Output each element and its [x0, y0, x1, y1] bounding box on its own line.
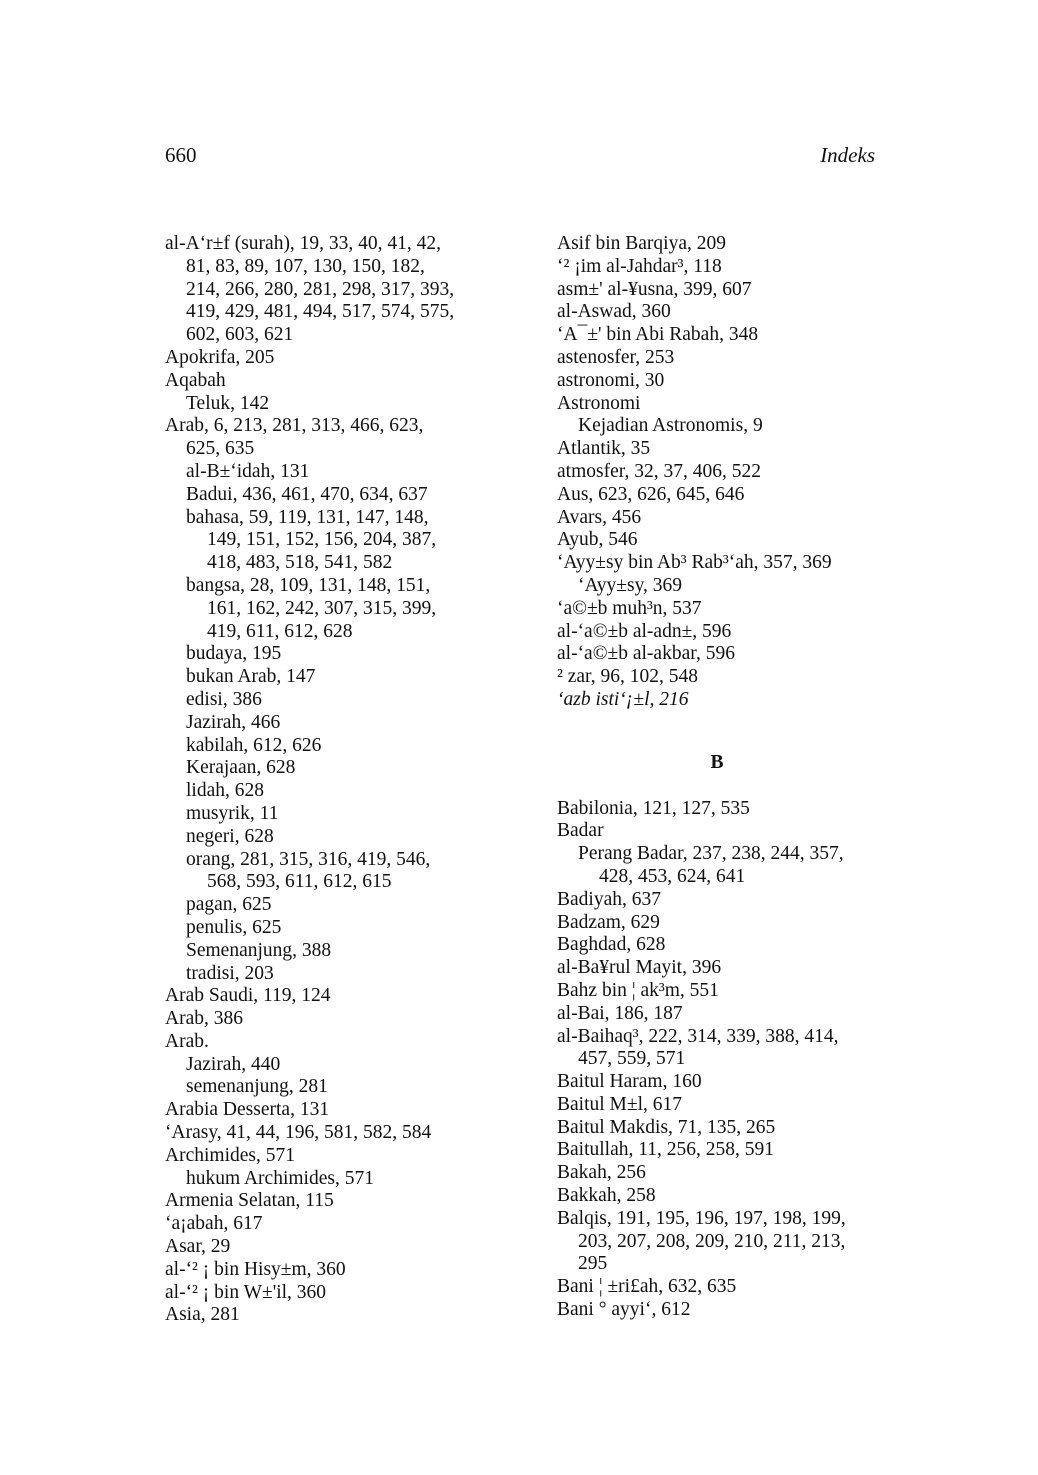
index-entry: Ayub, 546 [557, 529, 638, 551]
index-entry: ‘a©±b muh³n, 537 [557, 597, 702, 619]
index-entry: Badzam, 629 [557, 911, 660, 933]
index-entry: Baitul M±l, 617 [557, 1093, 682, 1115]
index-column-left [165, 233, 525, 1327]
index-entry: al-A‘r±f (surah), 19, 33, 40, 41, 42, [165, 233, 442, 254]
index-entry: ‘² ¡im al-Jahdar³, 118 [557, 255, 722, 277]
index-entry: Badar [557, 820, 604, 842]
index-entry: Avars, 456 [557, 506, 642, 528]
index-subentry: Semenanjung, 388 [186, 939, 332, 961]
index-entry: ‘Arasy, 41, 44, 196, 581, 582, 584 [165, 1122, 432, 1144]
index-subentry: 568, 593, 611, 612, 615 [207, 871, 392, 893]
page-header [165, 143, 875, 175]
index-subentry: hukum Archimides, 571 [186, 1167, 374, 1189]
index-subentry: 418, 483, 518, 541, 582 [207, 552, 393, 574]
index-subentry: orang, 281, 315, 316, 419, 546, [186, 848, 431, 870]
index-subentry: Jazirah, 466 [186, 711, 281, 733]
index-entry: Baitul Makdis, 71, 135, 265 [557, 1116, 776, 1138]
index-entry: Arabia Desserta, 131 [165, 1099, 330, 1121]
index-entry: al-Bai, 186, 187 [557, 1002, 683, 1024]
index-subentry: musyrik, 11 [186, 802, 279, 824]
index-entry: al-‘a©±b al-akbar, 596 [557, 643, 735, 665]
section-letter-heading: B [710, 751, 724, 773]
index-entry: Arab. [165, 1030, 209, 1052]
index-entry: Armenia Selatan, 115 [165, 1190, 334, 1212]
index-entry: Asar, 29 [165, 1236, 231, 1258]
index-entry: Astronomi [557, 392, 641, 414]
index-subentry: 457, 559, 571 [578, 1048, 686, 1070]
index-entry: Asia, 281 [165, 1304, 240, 1326]
index-entry: Bakah, 256 [557, 1162, 646, 1184]
index-subentry: semenanjung, 281 [186, 1076, 328, 1098]
index-entry: Babilonia, 121, 127, 535 [557, 797, 750, 819]
index-entry: atmosfer, 32, 37, 406, 522 [557, 460, 761, 482]
page-number: 660 [165, 143, 197, 167]
index-group-a-continued [557, 233, 897, 712]
index-entry: asm±' al-¥usna, 399, 607 [557, 278, 752, 300]
index-entry: ² zar, 96, 102, 548 [557, 666, 698, 688]
index-entry: al-‘² ¡ bin W±'il, 360 [165, 1281, 327, 1303]
index-subentry: 295 [578, 1253, 608, 1275]
index-entry: al-Ba¥rul Mayit, 396 [557, 957, 722, 979]
index-subentry: Kejadian Astronomis, 9 [578, 415, 763, 437]
index-subentry: pagan, 625 [186, 894, 272, 916]
index-entry: ‘Ayy±sy bin Ab³ Rab³‘ah, 357, 369 [557, 552, 832, 574]
index-subentry: 214, 266, 280, 281, 298, 317, 393, [186, 278, 455, 300]
index-subentry: 161, 162, 242, 307, 315, 399, [207, 597, 437, 619]
index-entry: al-Aswad, 360 [557, 301, 671, 323]
index-subentry: 419, 611, 612, 628 [207, 620, 353, 642]
index-subentry: Teluk, 142 [186, 392, 270, 414]
index-entry: ‘azb isti‘¡±l, 216 [557, 688, 689, 710]
index-entry: Baitullah, 11, 256, 258, 591 [557, 1139, 775, 1161]
index-subentry: negeri, 628 [186, 825, 274, 847]
index-subentry: penulis, 625 [186, 916, 282, 938]
index-entry: ‘a¡abah, 617 [165, 1213, 263, 1235]
index-entry: Bani ¦ ±ri£ah, 632, 635 [557, 1276, 737, 1298]
index-entry: astenosfer, 253 [557, 346, 675, 368]
index-subentry: 149, 151, 152, 156, 204, 387, [207, 529, 437, 551]
index-entry: Baitul Haram, 160 [557, 1071, 702, 1093]
running-title: Indeks [820, 143, 875, 167]
index-entry: Asif bin Barqiya, 209 [557, 233, 726, 254]
index-entry: Bakkah, 258 [557, 1185, 656, 1207]
index-entry: Arab, 6, 213, 281, 313, 466, 623, [165, 415, 424, 437]
index-subentry: 203, 207, 208, 209, 210, 211, 213, [578, 1230, 846, 1252]
index-entry: al-‘² ¡ bin Hisy±m, 360 [165, 1258, 346, 1280]
index-entry: Balqis, 191, 195, 196, 197, 198, 199, [557, 1207, 846, 1229]
index-entry: astronomi, 30 [557, 369, 665, 391]
index-entry: Aus, 623, 626, 645, 646 [557, 483, 745, 505]
index-entry: al-Baihaq³, 222, 314, 339, 388, 414, [557, 1025, 839, 1047]
index-subentry: bahasa, 59, 119, 131, 147, 148, [186, 506, 429, 528]
index-column-right [557, 233, 897, 1322]
index-subentry: Badui, 436, 461, 470, 634, 637 [186, 483, 428, 505]
index-entry: al-‘a©±b al-adn±, 596 [557, 620, 732, 642]
index-subentry: budaya, 195 [186, 643, 282, 665]
index-subentry: al-B±‘idah, 131 [186, 460, 310, 482]
index-group-b [557, 798, 897, 1322]
index-subentry: 419, 429, 481, 494, 517, 574, 575, [186, 301, 455, 323]
index-subentry: 428, 453, 624, 641 [599, 865, 746, 887]
index-entry: Arab, 386 [165, 1008, 243, 1030]
index-subentry: 602, 603, 621 [186, 324, 294, 346]
index-subentry: 81, 83, 89, 107, 130, 150, 182, [186, 255, 425, 277]
index-subentry: 625, 635 [186, 438, 255, 460]
index-subentry: edisi, 386 [186, 688, 262, 710]
index-subentry: Perang Badar, 237, 238, 244, 357, [578, 843, 844, 865]
index-entry: Baghdad, 628 [557, 934, 666, 956]
index-entry: Badiyah, 637 [557, 888, 661, 910]
index-entry: ‘A¯±' bin Abi Rabah, 348 [557, 324, 759, 346]
index-entry: Archimides, 571 [165, 1144, 295, 1166]
index-subentry: Jazirah, 440 [186, 1053, 281, 1075]
index-subentry: bukan Arab, 147 [186, 666, 316, 688]
index-entry: Arab Saudi, 119, 124 [165, 985, 331, 1007]
index-subentry: kabilah, 612, 626 [186, 734, 322, 756]
index-entry: Bani ° ayyi‘, 612 [557, 1299, 691, 1321]
index-subentry: bangsa, 28, 109, 131, 148, 151, [186, 574, 431, 596]
index-entry: Atlantik, 35 [557, 438, 651, 460]
index-entry: Apokrifa, 205 [165, 346, 275, 368]
index-subentry: tradisi, 203 [186, 962, 274, 984]
index-subentry: Kerajaan, 628 [186, 757, 296, 779]
index-subentry: lidah, 628 [186, 780, 264, 802]
index-entry: Aqabah [165, 369, 226, 391]
index-entry: Bahz bin ¦ ak³m, 551 [557, 979, 719, 1001]
index-subentry: ‘Ayy±sy, 369 [578, 574, 683, 596]
